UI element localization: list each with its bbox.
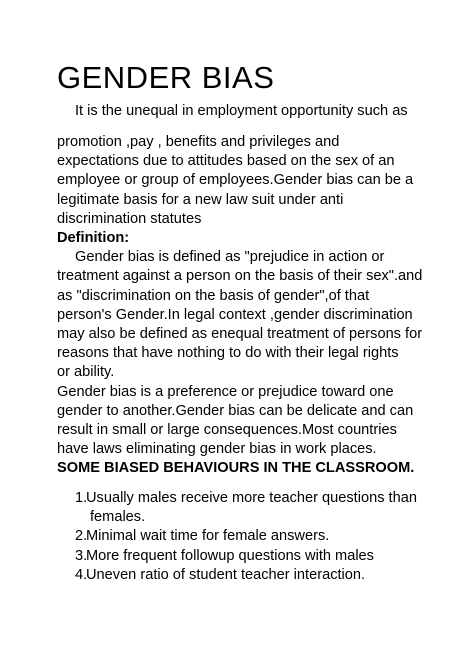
list-item-number: 4. [75,566,88,583]
list-item-text: Minimal wait time for female answers. [86,528,330,545]
intro-line-6: discrimination statutes [57,210,202,227]
page-title: GENDER BIAS [57,60,275,95]
list-item [57,489,417,527]
intro-line-2: promotion ,pay , benefits and privileges and [57,134,340,150]
list-item-number: 1. [75,490,88,506]
biased-behaviours-list [57,489,417,585]
intro-line-3: expectations due to attitudes based on the sex of an [57,153,395,170]
list-item-text: Uneven ratio of student teacher interaction. [86,566,366,583]
list-item-text-continued: females. [90,509,146,526]
list-item [57,527,417,546]
definition-line-5: may also be defined as enequal treatment of persons for [57,326,423,343]
list-item-number: 2. [75,528,88,545]
definition-line-3: as "discrimination on the basis of gender",of that [57,287,370,304]
paragraph2-line-1: Gender bias is a preference or prejudice toward one [57,383,394,400]
paragraph2-line-2: gender to another.Gender bias can be delicate and can [57,402,414,419]
intro-line-5: legitimate basis for a new law suit under anti [57,191,344,208]
definition-line-7: or ability. [57,364,115,381]
definition-line-6: reasons that have nothing to do with their legal rights [57,345,399,362]
definition-line-1: Gender bias is defined as "prejudice in action or [75,249,385,266]
list-item [57,566,417,585]
list-item-text: More frequent followup questions with males [86,547,374,564]
paragraph2-line-3: result in small or large consequences.Most countries [57,422,397,439]
definition-line-2: treatment against a person on the basis of their sex".and [57,268,423,285]
definition-line-4: person's Gender.In legal context ,gender discrimination [57,306,413,323]
paragraph2-line-4: have laws eliminating gender bias in work places. [57,441,377,458]
list-item-number: 3. [75,547,88,564]
intro-paragraph [57,133,447,479]
intro-line-1: It is the unequal in employment opportunity such as [75,103,408,119]
list-item [57,547,417,566]
intro-line-4: employee or group of employees.Gender bias can be a [57,172,414,189]
section-heading: SOME BIASED BEHAVIOURS IN THE CLASSROOM. [57,460,415,477]
definition-heading: Definition: [57,230,130,247]
list-item-text: Usually males receive more teacher questions than [86,490,417,506]
